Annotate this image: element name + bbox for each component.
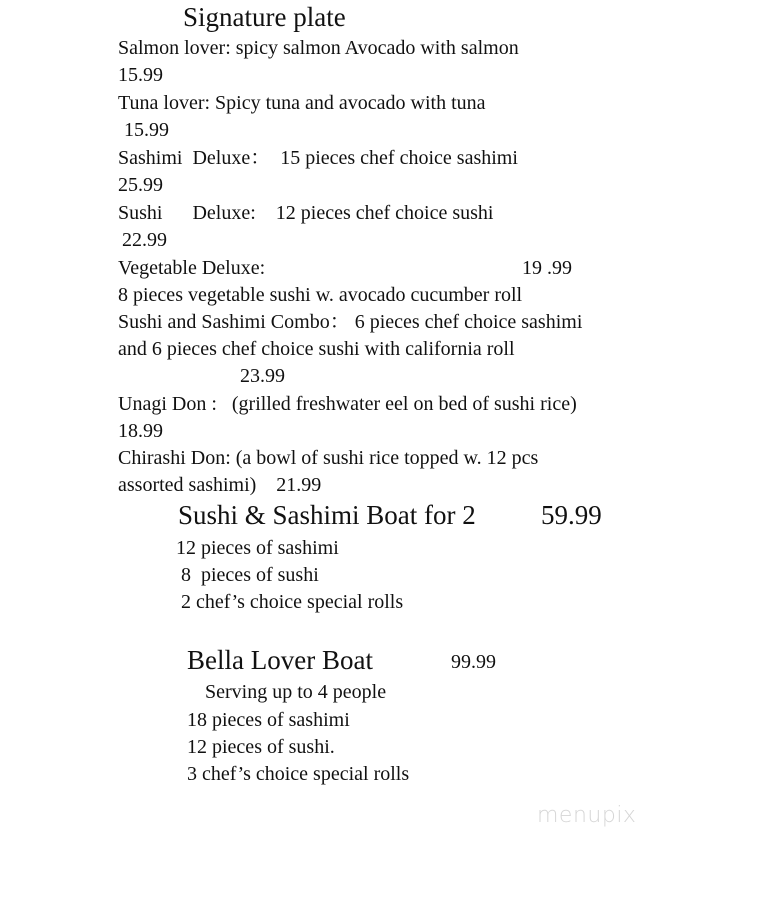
vegetable-deluxe-line: Vegetable Deluxe:	[118, 257, 266, 279]
bella-lover-boat-price: 99.99	[451, 651, 496, 673]
sashimi-deluxe-price: 25.99	[118, 174, 163, 196]
sushi-sashimi-combo-line-2: and 6 pieces chef choice sushi with california roll	[118, 338, 515, 360]
sushi-sashimi-combo-price: 23.99	[240, 365, 285, 387]
unagi-don-line: Unagi Don : (grilled freshwater eel on bed of sushi rice)	[118, 393, 577, 415]
salmon-lover-price: 15.99	[118, 64, 163, 86]
bella-lover-boat-item: 12 pieces of sushi.	[187, 736, 335, 758]
sashimi-deluxe-line: Sashimi Deluxe： 15 pieces chef choice sashimi	[118, 147, 518, 169]
sashimi-boat-item: 8 pieces of sushi	[181, 564, 319, 586]
sushi-deluxe-price: 22.99	[122, 229, 167, 251]
chirashi-don-line: Chirashi Don: (a bowl of sushi rice topped w. 12 pcs	[118, 447, 539, 469]
sashimi-boat-item: 12 pieces of sashimi	[176, 537, 339, 559]
chirashi-don-line-2: assorted sashimi) 21.99	[118, 474, 322, 496]
sushi-sashimi-combo-line: Sushi and Sashimi Combo： 6 pieces chef choice sashimi	[118, 311, 583, 333]
bella-lover-boat-item: Serving up to 4 people	[205, 681, 387, 703]
salmon-lover-line: Salmon lover: spicy salmon Avocado with salmon	[118, 37, 519, 59]
tuna-lover-price: 15.99	[124, 119, 169, 141]
menupix-watermark: menupix	[537, 803, 637, 828]
bella-lover-boat-item: 18 pieces of sashimi	[187, 709, 350, 731]
sashimi-boat-title: Sushi & Sashimi Boat for 2	[178, 500, 476, 530]
bella-lover-boat-title: Bella Lover Boat	[187, 645, 373, 675]
bella-lover-boat-item: 3 chef’s choice special rolls	[187, 763, 410, 785]
vegetable-deluxe-description: 8 pieces vegetable sushi w. avocado cucumber roll	[118, 284, 523, 306]
unagi-don-price: 18.99	[118, 420, 163, 442]
vegetable-deluxe-price: 19 .99	[522, 257, 572, 279]
sushi-deluxe-line: Sushi Deluxe: 12 pieces chef choice sushi	[118, 202, 494, 224]
signature-plate-heading: Signature plate	[183, 2, 346, 32]
tuna-lover-line: Tuna lover: Spicy tuna and avocado with tuna	[118, 92, 486, 114]
sashimi-boat-price: 59.99	[541, 500, 602, 530]
sashimi-boat-item: 2 chef’s choice special rolls	[181, 591, 404, 613]
